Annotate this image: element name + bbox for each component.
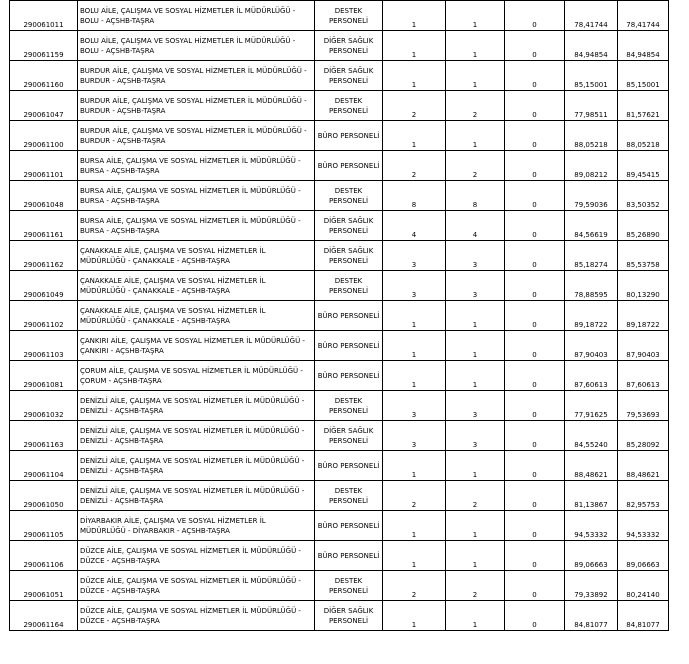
vacant-count-cell: 0 [505, 241, 565, 271]
max-score-cell: 81,57621 [618, 91, 669, 121]
table-row [10, 601, 669, 631]
min-score-cell: 84,55240 [565, 421, 618, 451]
position-title-cell: BÜRO PERSONELİ [315, 331, 383, 361]
institution-cell: ÇANAKKALE AİLE, ÇALIŞMA VE SOSYAL HİZMETLER İL MÜDÜRLÜĞÜ - ÇANAKKALE - AÇSHB-TAŞRA [78, 301, 315, 331]
placed-count-cell: 1 [446, 1, 505, 31]
vacant-count-cell: 0 [505, 601, 565, 631]
min-score-cell: 79,59036 [565, 181, 618, 211]
quota-cell: 1 [383, 61, 446, 91]
min-score-cell: 88,48621 [565, 451, 618, 481]
placed-count-cell: 3 [446, 241, 505, 271]
position-code-cell: 290061049 [10, 271, 78, 301]
min-score-cell: 89,06663 [565, 541, 618, 571]
vacant-count-cell: 0 [505, 61, 565, 91]
min-score-cell: 84,94854 [565, 31, 618, 61]
position-title-cell: DİĞER SAĞLIK PERSONELİ [315, 601, 383, 631]
position-title-cell: BÜRO PERSONELİ [315, 451, 383, 481]
institution-cell: BOLU AİLE, ÇALIŞMA VE SOSYAL HİZMETLER İL MÜDÜRLÜĞÜ - BOLU - AÇSHB-TAŞRA [78, 31, 315, 61]
institution-cell: BOLU AİLE, ÇALIŞMA VE SOSYAL HİZMETLER İL MÜDÜRLÜĞÜ - BOLU - AÇSHB-TAŞRA [78, 1, 315, 31]
quota-cell: 1 [383, 361, 446, 391]
quota-cell: 8 [383, 181, 446, 211]
position-title-cell: BÜRO PERSONELİ [315, 541, 383, 571]
institution-cell: BURDUR AİLE, ÇALIŞMA VE SOSYAL HİZMETLER İL MÜDÜRLÜĞÜ - BURDUR - AÇSHB-TAŞRA [78, 61, 315, 91]
max-score-cell: 78,41744 [618, 1, 669, 31]
placed-count-cell: 1 [446, 301, 505, 331]
position-title-cell: DESTEK PERSONELİ [315, 481, 383, 511]
min-score-cell: 78,88595 [565, 271, 618, 301]
position-title-cell: DESTEK PERSONELİ [315, 391, 383, 421]
vacant-count-cell: 0 [505, 1, 565, 31]
table-row [10, 181, 669, 211]
min-score-cell: 77,91625 [565, 391, 618, 421]
placed-count-cell: 1 [446, 361, 505, 391]
vacant-count-cell: 0 [505, 181, 565, 211]
table-row [10, 331, 669, 361]
quota-cell: 2 [383, 151, 446, 181]
quota-cell: 1 [383, 1, 446, 31]
placed-count-cell: 1 [446, 511, 505, 541]
position-title-cell: DİĞER SAĞLIK PERSONELİ [315, 61, 383, 91]
position-title-cell: DESTEK PERSONELİ [315, 571, 383, 601]
institution-cell: BURSA AİLE, ÇALIŞMA VE SOSYAL HİZMETLER İL MÜDÜRLÜĞÜ - BURSA - AÇSHB-TAŞRA [78, 211, 315, 241]
institution-cell: ÇORUM AİLE, ÇALIŞMA VE SOSYAL HİZMETLER İL MÜDÜRLÜĞÜ - ÇORUM - AÇSHB-TAŞRA [78, 361, 315, 391]
institution-cell: DENİZLİ AİLE, ÇALIŞMA VE SOSYAL HİZMETLER İL MÜDÜRLÜĞÜ - DENİZLİ - AÇSHB-TAŞRA [78, 391, 315, 421]
max-score-cell: 85,53758 [618, 241, 669, 271]
position-title-cell: BÜRO PERSONELİ [315, 121, 383, 151]
quota-cell: 3 [383, 271, 446, 301]
institution-cell: BURSA AİLE, ÇALIŞMA VE SOSYAL HİZMETLER İL MÜDÜRLÜĞÜ - BURSA - AÇSHB-TAŞRA [78, 181, 315, 211]
max-score-cell: 82,95753 [618, 481, 669, 511]
position-title-cell: DESTEK PERSONELİ [315, 1, 383, 31]
vacant-count-cell: 0 [505, 511, 565, 541]
position-code-cell: 290061050 [10, 481, 78, 511]
placement-results-table [9, 0, 669, 631]
placed-count-cell: 1 [446, 601, 505, 631]
quota-cell: 2 [383, 91, 446, 121]
quota-cell: 3 [383, 241, 446, 271]
position-code-cell: 290061100 [10, 121, 78, 151]
vacant-count-cell: 0 [505, 331, 565, 361]
vacant-count-cell: 0 [505, 31, 565, 61]
vacant-count-cell: 0 [505, 211, 565, 241]
min-score-cell: 88,05218 [565, 121, 618, 151]
max-score-cell: 84,94854 [618, 31, 669, 61]
min-score-cell: 84,56619 [565, 211, 618, 241]
max-score-cell: 85,15001 [618, 61, 669, 91]
position-title-cell: DESTEK PERSONELİ [315, 181, 383, 211]
position-code-cell: 290061106 [10, 541, 78, 571]
quota-cell: 1 [383, 31, 446, 61]
quota-cell: 1 [383, 331, 446, 361]
max-score-cell: 80,13290 [618, 271, 669, 301]
table-row [10, 541, 669, 571]
quota-cell: 4 [383, 211, 446, 241]
table-row [10, 481, 669, 511]
vacant-count-cell: 0 [505, 91, 565, 121]
quota-cell: 3 [383, 421, 446, 451]
institution-cell: DÜZCE AİLE, ÇALIŞMA VE SOSYAL HİZMETLER İL MÜDÜRLÜĞÜ - DÜZCE - AÇSHB-TAŞRA [78, 601, 315, 631]
vacant-count-cell: 0 [505, 571, 565, 601]
max-score-cell: 87,60613 [618, 361, 669, 391]
position-code-cell: 290061162 [10, 241, 78, 271]
position-code-cell: 290061105 [10, 511, 78, 541]
max-score-cell: 87,90403 [618, 331, 669, 361]
placed-count-cell: 3 [446, 421, 505, 451]
min-score-cell: 87,90403 [565, 331, 618, 361]
position-title-cell: DESTEK PERSONELİ [315, 91, 383, 121]
placed-count-cell: 3 [446, 391, 505, 421]
min-score-cell: 77,98511 [565, 91, 618, 121]
min-score-cell: 78,41744 [565, 1, 618, 31]
max-score-cell: 89,45415 [618, 151, 669, 181]
table-row [10, 31, 669, 61]
position-code-cell: 290061161 [10, 211, 78, 241]
position-title-cell: DİĞER SAĞLIK PERSONELİ [315, 211, 383, 241]
vacant-count-cell: 0 [505, 451, 565, 481]
min-score-cell: 87,60613 [565, 361, 618, 391]
position-code-cell: 290061048 [10, 181, 78, 211]
position-code-cell: 290061051 [10, 571, 78, 601]
min-score-cell: 89,18722 [565, 301, 618, 331]
table-row [10, 151, 669, 181]
max-score-cell: 84,81077 [618, 601, 669, 631]
table-body [10, 1, 669, 631]
quota-cell: 1 [383, 511, 446, 541]
table-row [10, 391, 669, 421]
max-score-cell: 80,24140 [618, 571, 669, 601]
max-score-cell: 88,05218 [618, 121, 669, 151]
max-score-cell: 94,53332 [618, 511, 669, 541]
table-row [10, 241, 669, 271]
quota-cell: 1 [383, 541, 446, 571]
position-code-cell: 290061159 [10, 31, 78, 61]
max-score-cell: 88,48621 [618, 451, 669, 481]
table-row [10, 211, 669, 241]
placed-count-cell: 1 [446, 121, 505, 151]
max-score-cell: 89,06663 [618, 541, 669, 571]
vacant-count-cell: 0 [505, 301, 565, 331]
quota-cell: 1 [383, 301, 446, 331]
institution-cell: DÜZCE AİLE, ÇALIŞMA VE SOSYAL HİZMETLER İL MÜDÜRLÜĞÜ - DÜZCE - AÇSHB-TAŞRA [78, 571, 315, 601]
institution-cell: BURDUR AİLE, ÇALIŞMA VE SOSYAL HİZMETLER İL MÜDÜRLÜĞÜ - BURDUR - AÇSHB-TAŞRA [78, 91, 315, 121]
table-row [10, 451, 669, 481]
table-row [10, 61, 669, 91]
table-row [10, 301, 669, 331]
position-title-cell: DİĞER SAĞLIK PERSONELİ [315, 421, 383, 451]
quota-cell: 1 [383, 601, 446, 631]
max-score-cell: 89,18722 [618, 301, 669, 331]
position-code-cell: 290061104 [10, 451, 78, 481]
placed-count-cell: 1 [446, 31, 505, 61]
quota-cell: 2 [383, 481, 446, 511]
max-score-cell: 83,50352 [618, 181, 669, 211]
position-code-cell: 290061047 [10, 91, 78, 121]
min-score-cell: 84,81077 [565, 601, 618, 631]
placed-count-cell: 1 [446, 61, 505, 91]
min-score-cell: 79,33892 [565, 571, 618, 601]
placed-count-cell: 2 [446, 571, 505, 601]
quota-cell: 1 [383, 121, 446, 151]
placed-count-cell: 8 [446, 181, 505, 211]
institution-cell: DENİZLİ AİLE, ÇALIŞMA VE SOSYAL HİZMETLER İL MÜDÜRLÜĞÜ - DENİZLİ - AÇSHB-TAŞRA [78, 421, 315, 451]
institution-cell: BURSA AİLE, ÇALIŞMA VE SOSYAL HİZMETLER İL MÜDÜRLÜĞÜ - BURSA - AÇSHB-TAŞRA [78, 151, 315, 181]
table-row [10, 511, 669, 541]
position-code-cell: 290061101 [10, 151, 78, 181]
position-code-cell: 290061081 [10, 361, 78, 391]
table-row [10, 1, 669, 31]
quota-cell: 2 [383, 571, 446, 601]
vacant-count-cell: 0 [505, 151, 565, 181]
placed-count-cell: 1 [446, 331, 505, 361]
placed-count-cell: 3 [446, 271, 505, 301]
table-row [10, 421, 669, 451]
institution-cell: ÇANKIRI AİLE, ÇALIŞMA VE SOSYAL HİZMETLER İL MÜDÜRLÜĞÜ - ÇANKIRI - AÇSHB-TAŞRA [78, 331, 315, 361]
vacant-count-cell: 0 [505, 541, 565, 571]
placed-count-cell: 1 [446, 541, 505, 571]
position-title-cell: BÜRO PERSONELİ [315, 511, 383, 541]
position-code-cell: 290061160 [10, 61, 78, 91]
vacant-count-cell: 0 [505, 121, 565, 151]
position-code-cell: 290061032 [10, 391, 78, 421]
placed-count-cell: 1 [446, 451, 505, 481]
position-title-cell: BÜRO PERSONELİ [315, 151, 383, 181]
max-score-cell: 85,26890 [618, 211, 669, 241]
max-score-cell: 79,53693 [618, 391, 669, 421]
table-row [10, 571, 669, 601]
position-code-cell: 290061164 [10, 601, 78, 631]
vacant-count-cell: 0 [505, 271, 565, 301]
institution-cell: DÜZCE AİLE, ÇALIŞMA VE SOSYAL HİZMETLER İL MÜDÜRLÜĞÜ - DÜZCE - AÇSHB-TAŞRA [78, 541, 315, 571]
min-score-cell: 81,13867 [565, 481, 618, 511]
min-score-cell: 85,15001 [565, 61, 618, 91]
position-code-cell: 290061103 [10, 331, 78, 361]
quota-cell: 1 [383, 451, 446, 481]
position-title-cell: DESTEK PERSONELİ [315, 271, 383, 301]
min-score-cell: 85,18274 [565, 241, 618, 271]
table-row [10, 91, 669, 121]
vacant-count-cell: 0 [505, 421, 565, 451]
position-title-cell: BÜRO PERSONELİ [315, 361, 383, 391]
min-score-cell: 94,53332 [565, 511, 618, 541]
institution-cell: DİYARBAKIR AİLE, ÇALIŞMA VE SOSYAL HİZMETLER İL MÜDÜRLÜĞÜ - DİYARBAKIR - AÇSHB-TAŞRA [78, 511, 315, 541]
vacant-count-cell: 0 [505, 361, 565, 391]
institution-cell: DENİZLİ AİLE, ÇALIŞMA VE SOSYAL HİZMETLER İL MÜDÜRLÜĞÜ - DENİZLİ - AÇSHB-TAŞRA [78, 451, 315, 481]
quota-cell: 3 [383, 391, 446, 421]
position-code-cell: 290061163 [10, 421, 78, 451]
vacant-count-cell: 0 [505, 391, 565, 421]
placed-count-cell: 2 [446, 151, 505, 181]
position-title-cell: DİĞER SAĞLIK PERSONELİ [315, 241, 383, 271]
placed-count-cell: 2 [446, 481, 505, 511]
min-score-cell: 89,08212 [565, 151, 618, 181]
position-title-cell: DİĞER SAĞLIK PERSONELİ [315, 31, 383, 61]
position-code-cell: 290061011 [10, 1, 78, 31]
placed-count-cell: 2 [446, 91, 505, 121]
max-score-cell: 85,28092 [618, 421, 669, 451]
table-row [10, 361, 669, 391]
table-row [10, 271, 669, 301]
position-code-cell: 290061102 [10, 301, 78, 331]
institution-cell: DENİZLİ AİLE, ÇALIŞMA VE SOSYAL HİZMETLER İL MÜDÜRLÜĞÜ - DENİZLİ - AÇSHB-TAŞRA [78, 481, 315, 511]
institution-cell: ÇANAKKALE AİLE, ÇALIŞMA VE SOSYAL HİZMETLER İL MÜDÜRLÜĞÜ - ÇANAKKALE - AÇSHB-TAŞRA [78, 271, 315, 301]
position-title-cell: BÜRO PERSONELİ [315, 301, 383, 331]
vacant-count-cell: 0 [505, 481, 565, 511]
table-row [10, 121, 669, 151]
institution-cell: BURDUR AİLE, ÇALIŞMA VE SOSYAL HİZMETLER İL MÜDÜRLÜĞÜ - BURDUR - AÇSHB-TAŞRA [78, 121, 315, 151]
placed-count-cell: 4 [446, 211, 505, 241]
institution-cell: ÇANAKKALE AİLE, ÇALIŞMA VE SOSYAL HİZMETLER İL MÜDÜRLÜĞÜ - ÇANAKKALE - AÇSHB-TAŞRA [78, 241, 315, 271]
